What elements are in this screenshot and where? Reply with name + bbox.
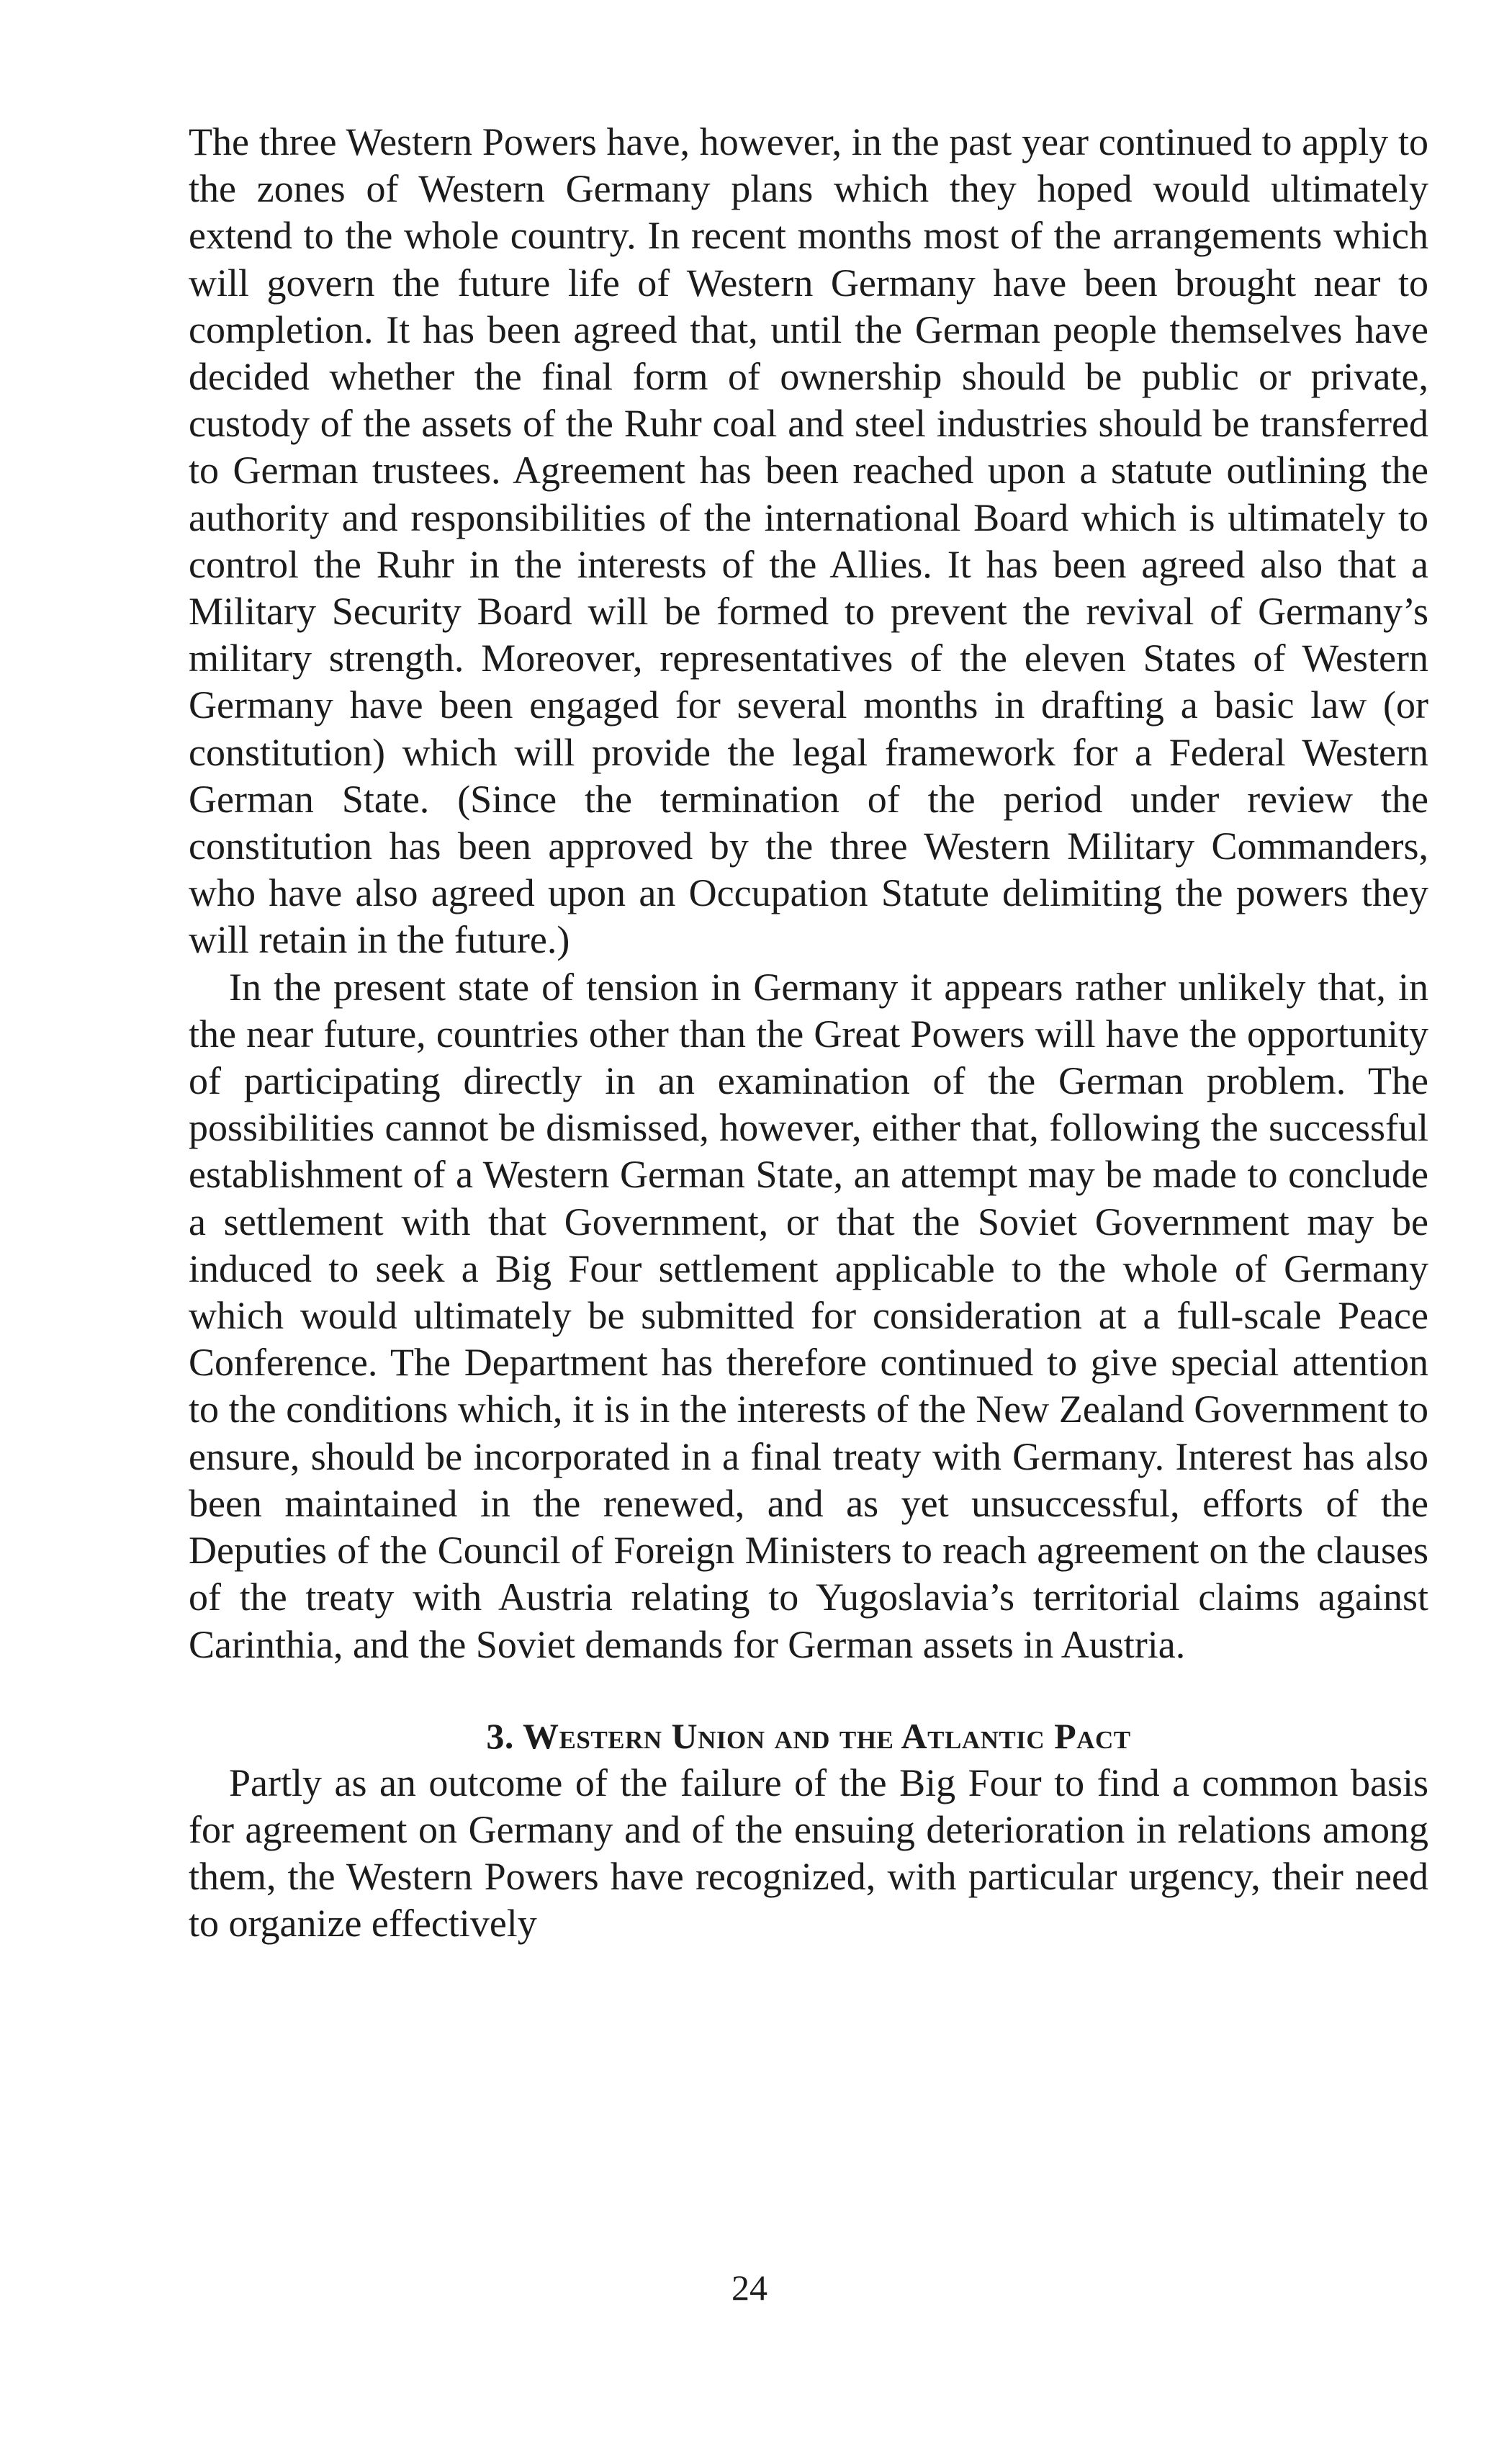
paragraph-western-powers-plans: The three Western Powers have, however, in the past year continued to apply to the zones of Western Germany plans which they hoped would ultimately extend to the whole country. In recent months most of the arrangements which will govern the future life of Western Germany have been brought near to completion. It has been agreed that, until the German people themselves have decided whether the final form of ownership should be public or private, custody of the assets of the Ruhr coal and steel industries should be transferred to German trustees. Agreement has been reached upon a statute outlining the authority and responsibilities of the international Board which is ultimately to control the Ruhr in the interests of the Allies. It has been agreed also that a Military Security Board will be formed to prevent the revival of Germany’s military strength. Moreover, representatives of the eleven States of Western Germany have been engaged for several months in drafting a basic law (or constitution) which will provide the legal framework for a Federal Western German State. (Since the termination of the period under review the constitution has been approved by the three Western Military Commanders, who have also agreed upon an Occupation Statute delimiting the powers they will retain in the future.): [189, 120, 1428, 962]
paragraph-german-problem: In the present state of tension in Germany it appears rather unlikely that, in the near future, countries other than the Great Powers will have the opportunity of participating directly in an examination of the German problem. The possibilities cannot be dismissed, however, either that, following the successful establishment of a Western German State, an attempt may be made to conclude a settlement with that Government, or that the Soviet Government may be induced to seek a Big Four settlement applicable to the whole of Germany which would ultimately be submitted for consideration at a full-scale Peace Conference. The Department has therefore continued to give special attention to the conditions which, it is in the interests of the New Zealand Government to ensure, should be incorporated in a final treaty with Germany. Interest has also been maintained in the renewed, and as yet unsuccessful, efforts of the Deputies of the Council of Foreign Ministers to reach agreement on the clauses of the treaty with Austria relating to Yugoslavia’s territorial claims against Carinthia, and the Soviet demands for German assets in Austria.: [189, 965, 1428, 1666]
page-number: 24: [732, 2267, 767, 2308]
section-heading: 3. Western Union and the Atlantic Pact: [486, 1715, 1131, 1756]
document-page: [189, 119, 1428, 1948]
paragraph-western-union: Partly as an outcome of the failure of the Big Four to find a common basis for agreement on Germany and of the ensuing deterioration in relations among them, the Western Powers have recognized, with particular urgency, their need to organize effectively: [189, 1761, 1428, 1946]
